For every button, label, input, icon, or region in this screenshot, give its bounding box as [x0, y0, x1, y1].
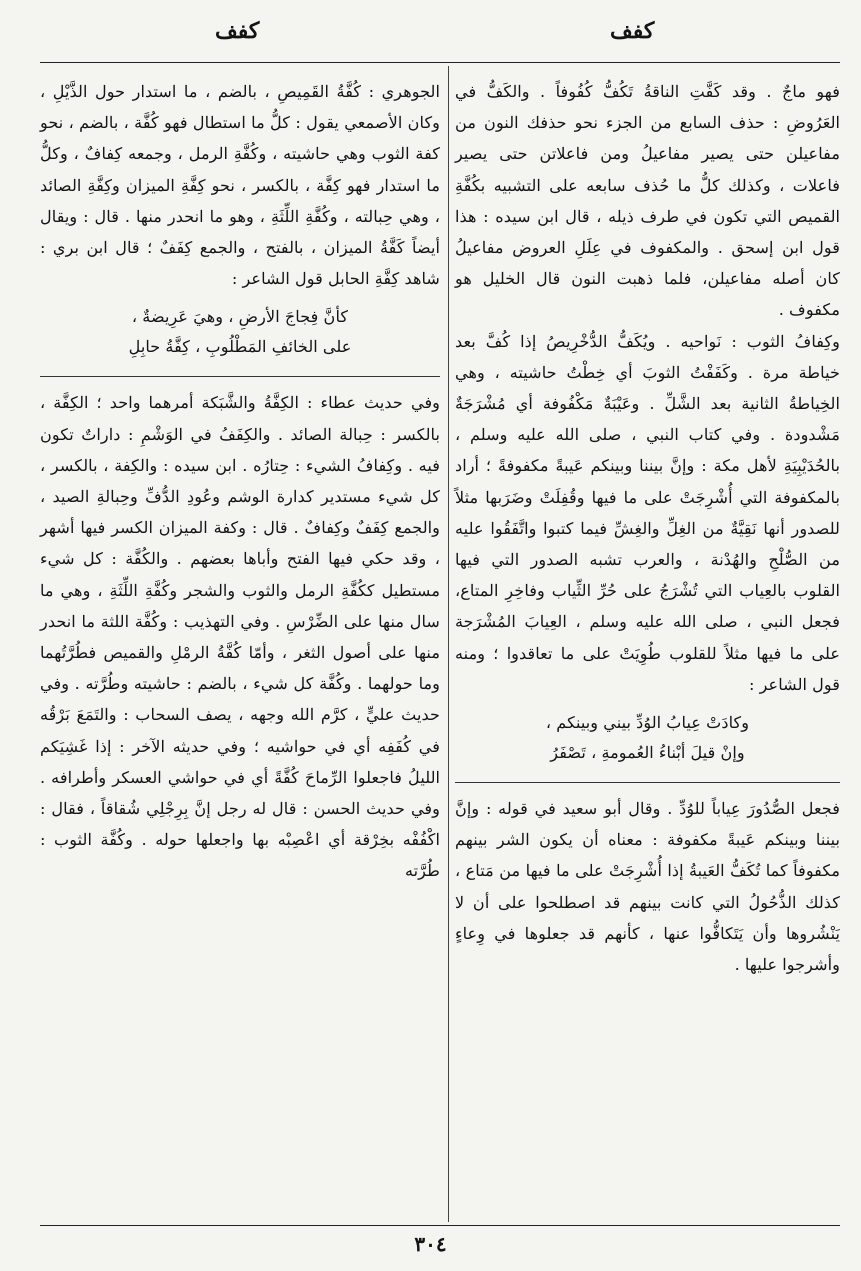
top-rule [40, 62, 840, 63]
right-paragraph-3: فجعل الصُّدُورَ عِياباً للوُدِّ . وقال أبو سعيد في قوله : وإنَّ بيننا وبينكم عَيبةً مكفوفة : معناه أن يكون الشر بينهم مكفوفاً كما تُكَفُّ العَيبةُ إذا أُشْرِجَتْ على ما فيها من مَتاع ، كذلك الذُّحُولُ التي كانت بينهم قد اصطلحوا على أن لا يَنْشُروها وأن يَتَكافُّوا عنها ، كأنهم قد جعلوها في وِعاءٍ وأشرجوا عليها . [455, 799, 840, 975]
right-poem-line-2: وإنْ قيلَ أبْناءُ العُمومةِ ، تَصْفَرُ [550, 743, 745, 763]
running-header-left: كفف [215, 18, 260, 44]
left-paragraph-1: الجوهري : كُفَّةُ القَمِيصِ ، بالضم ، ما استدار حول الذَّيْلِ ، وكان الأصمعي يقول : كلُّ ما استطال فهو كُفَّة ، بالضم ، نحو كفة الثوب وهي حاشيته ، وكُفَّةِ الرمل ، وجمعه كِفافٌ ، وكلُّ ما استدار فهو كِفَّة ، بالكسر ، نحو كِفَّةِ الميزان وكِفَّةِ الصائد ، وهي حِبالته ، وكُفَّةِ اللِّثَةِ ، وهو ما انحدر منها . قال : ويقال أيضاً كَفَّةُ الميزان ، بالفتح ، والجمع كِفَفٌ ؛ قال ابن بري : شاهد كِفَّةِ الحابل قول الشاعر : [40, 82, 440, 289]
column-divider [448, 66, 449, 1222]
right-poem-line-1: وكادَتْ عِيابُ الوُدِّ بيني وبينكم ، [545, 713, 750, 733]
right-paragraph-2: وكِفافُ الثوب : نَواحيه . ويُكَفُّ الدُّخْرِيصُ إذا كُفَّ بعد خياطة مرة . وكَفَفْتُ الثوبَ أي خِطْتُ حاشيته ، وهي الخِياطةُ الثانية بعد الشَّلِّ . وعَيْبَةٌ مَكْفُوفة أي مُشْرَجَةٌ مَشْدودة . وفي كتاب النبي ، صلى الله عليه وسلم ، بالحُدَيْبِيَةِ لأهل مكة : وإنَّ بيننا وبينكم عَيبةً مكفوفةً ؛ أراد بالمكفوفة التي أُشْرِجَتْ على ما فيها وقُفِلَتْ وضَرَبها مثلاً للصدور أنها نَقِيَّةٌ من الغِلِّ والغِشِّ فيما كتبوا واتَّفَقُوا عليه من الصُّلْحِ والهُدْنة ، والعرب تشبه الصدور التي فيها القلوب بالعِياب التي تُشْرَجُ على حُرِّ الثِّياب وفاخِرِ المتاع، فجعل النبي ، صلى الله عليه وسلم ، العِيابَ المُشْرَجة على ما فيها مثلاً للقلوب طُوِيَتْ على ما تعاقدوا ؛ ومنه قول الشاعر : [455, 331, 840, 694]
left-separator [40, 376, 440, 377]
left-paragraph-2: وفي حديث عطاء : الكِفَّةُ والشَّبَكة أمرهما واحد ؛ الكِفَّة ، بالكسر : حِبالة الصائد . والكِفَفُ في الوَشْمِ : داراتٌ تكون فيه . وكِفافُ الشيء : حِتارُه . ابن سيده : والكِفة ، بالكسر ، كل شيء مستدير كدارة الوشم وعُودِ الدُّفِّ وحِبالةِ الصيد ، والجمع كِفَفٌ وكِفافٌ . قال : وكفة الميزان الكسر فيها أشهر ، وقد حكي فيها الفتح وأباها بعضهم . والكُفَّة : كل شيء مستطيل ككُفَّةِ الرمل والثوب والشجر وكُفَّةِ اللِّثَةِ ، وهي ما سال منها على الضِّرْسِ . وفي التهذيب : وكُفَّة اللثة ما انحدر منها على أصول الثغر ، وأمّا كُفَّةُ الرمْلِ والقميص فطُرَّتُهما وما حولهما . وكُفَّة كل شيء ، بالضم : حاشيته وطُرَّته . وفي حديث عليٍّ ، كرَّم الله وجهه ، يصف السحاب : والتَمَعَ بَرْقُه في كُفَفِه أي في حواشيه ؛ وفي حديثه الآخر : إذا غَشِيَكم الليلُ فاجعلوا الرِّماحَ كُفَّةً أي في حواشي العسكر وأطرافه . وفي حديث الحسن : قال له رجل إنَّ بِرِجْلِي شُقاقاً ، فقال : اكْفُفْه بخِرْقة أي اعْصِبْه بها واجعلها حوله . وكُفَّة الثوب : طُرَّته [40, 393, 440, 881]
page-number: ٣٠٤ [414, 1232, 447, 1256]
left-poem-line-2: على الخائفِ المَطْلُوبِ ، كِفَّةُ حابِلِ [128, 337, 352, 357]
left-poem [40, 302, 440, 362]
left-column [40, 76, 440, 887]
right-poem [455, 708, 840, 768]
right-column [455, 76, 840, 980]
left-poem-line-1: كأنَّ فِجاجَ الأرضِ ، وهيَ عَرِيضةٌ ، [131, 307, 349, 327]
running-header-right: كفف [610, 18, 655, 44]
bottom-rule [40, 1225, 840, 1226]
right-paragraph-1: فهو ماجٌ . وقد كَفَّتِ الناقةُ تَكُفُّ كُفُوفاً . والكَفُّ في العَرُوضِ : حذف السابع من الجزء نحو حذفك النون من مفاعيلن حتى يصير مفاعيلُ ومن فاعلاتن حتى يصير فاعلات ، وكذلك كلُّ ما حُذف سابعه على التشبيه بكُفَّةِ القميص التي تكون في طرف ذيله ، قال ابن سيده : هذا قول ابن إسحق . والمكفوف في عِلَلِ العروض مفاعيلُ كان أصله مفاعيلن، فلما ذهبت النون قال الخليل هو مكفوف . [455, 82, 840, 320]
right-separator [455, 782, 840, 783]
